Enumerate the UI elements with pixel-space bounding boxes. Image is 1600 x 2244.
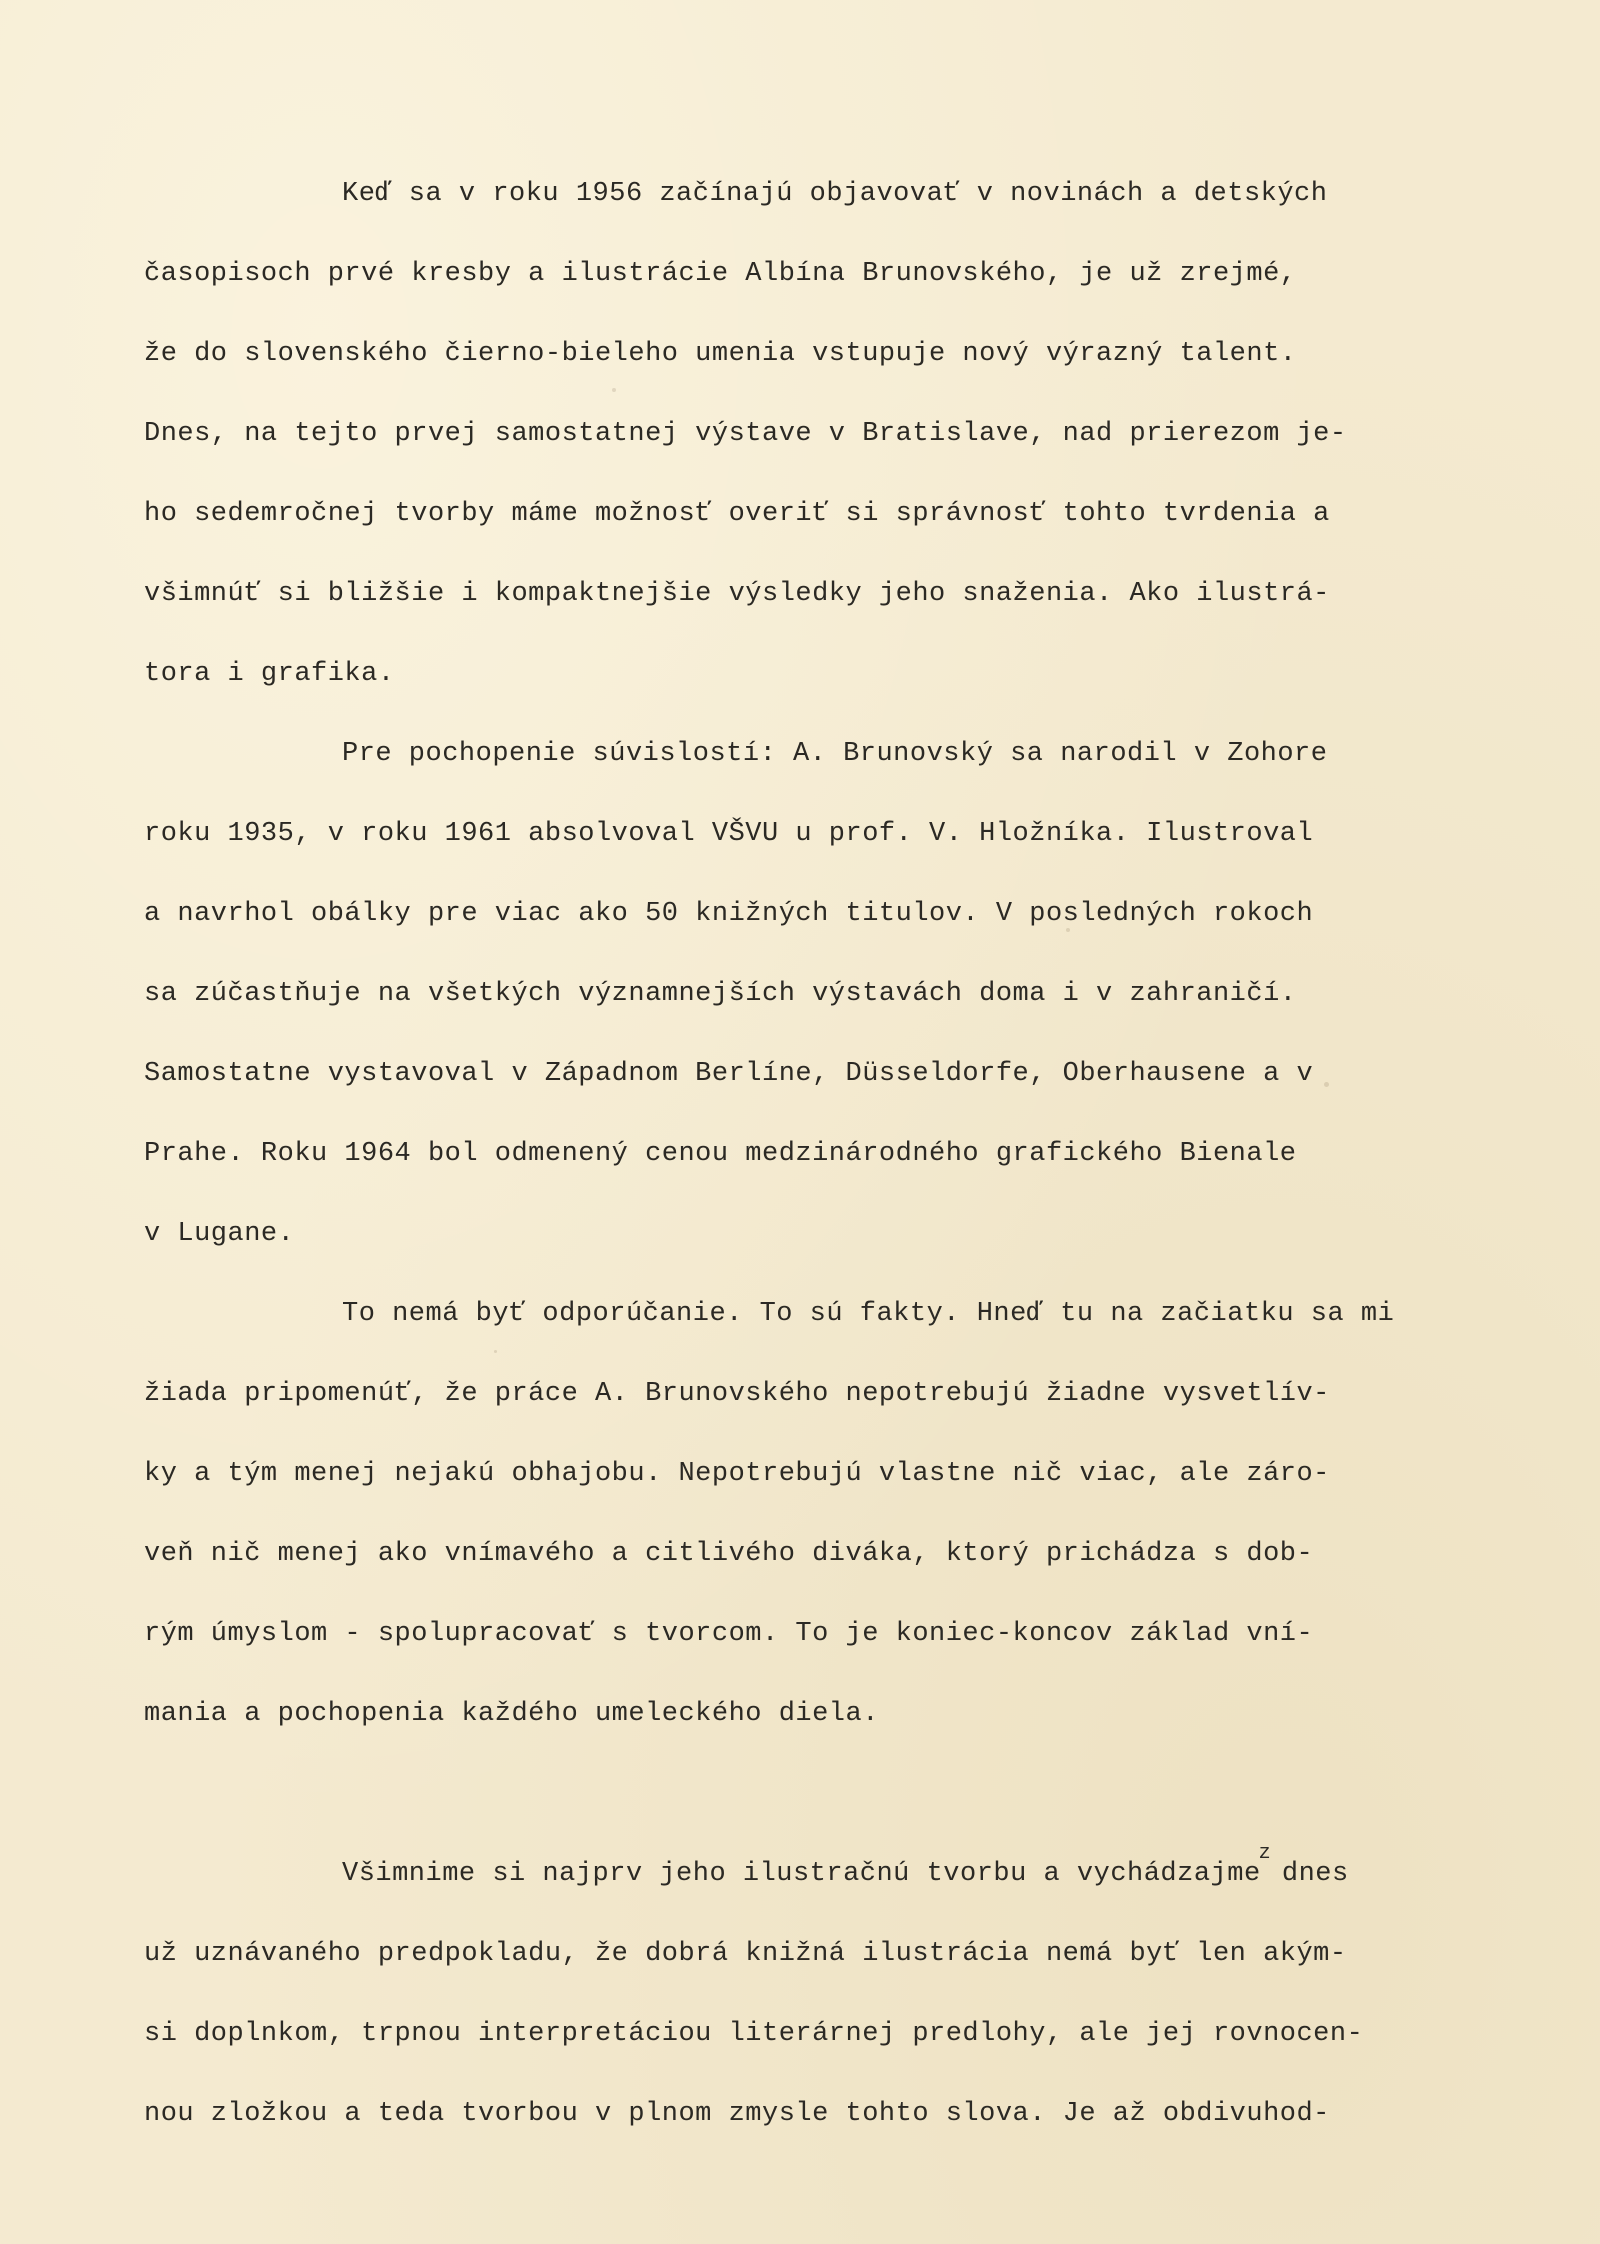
- paragraph-2: [144, 714, 1584, 1274]
- text-line: ky a tým menej nejakú obhajobu. Nepotrebujú vlastne nič viac, ale záro-: [144, 1459, 1330, 1489]
- text-line: sa zúčastňuje na všetkých významnejších výstavách doma i v zahraničí.: [144, 979, 1297, 1009]
- text-line: že do slovenského čierno-bieleho umenia vstupuje nový výrazný talent.: [144, 339, 1297, 369]
- text-line: ho sedemročnej tvorby máme možnosť overiť si správnosť tohto tvrdenia a: [144, 499, 1330, 529]
- text-line: si doplnkom, trpnou interpretáciou literárnej predlohy, ale jej rovnocen-: [144, 2019, 1364, 2049]
- text-line: [144, 1834, 1584, 1914]
- text-fragment: Všimnime si najprv jeho ilustračnú tvorbu a vychádzajme: [342, 1859, 1261, 1889]
- paragraph-3: [144, 1274, 1584, 1754]
- text-line: Pre pochopenie súvislostí: A. Brunovský sa narodil v Zohore: [342, 739, 1328, 769]
- text-line: Samostatne vystavoval v Západnom Berlíne, Düsseldorfe, Oberhausene a v: [144, 1059, 1314, 1089]
- text-line: všimnúť si bližšie i kompaktnejšie výsledky jeho snaženia. Ako ilustrá-: [144, 579, 1330, 609]
- paragraph-1: [144, 154, 1584, 714]
- text-line: žiada pripomenúť, že práce A. Brunovského nepotrebujú žiadne vysvetlív-: [144, 1379, 1330, 1409]
- text-line: a navrhol obálky pre viac ako 50 knižných titulov. V posledných rokoch: [144, 899, 1314, 929]
- text-line: nou zložkou a teda tvorbou v plnom zmysle tohto slova. Je až obdivuhod-: [144, 2099, 1330, 2129]
- text-fragment: dnes: [1265, 1859, 1349, 1889]
- paragraph-spacer: [144, 1754, 1584, 1834]
- text-line: už uznávaného predpokladu, že dobrá knižná ilustrácia nemá byť len akým-: [144, 1939, 1347, 1969]
- text-line: Dnes, na tejto prvej samostatnej výstave v Bratislave, nad prierezom je-: [144, 419, 1347, 449]
- paragraph-4: [144, 1834, 1584, 2154]
- text-line: tora i grafika.: [144, 659, 395, 689]
- text-line: časopisoch prvé kresby a ilustrácie Albína Brunovského, je už zrejmé,: [144, 259, 1297, 289]
- text-line: To nemá byť odporúčanie. To sú fakty. Hneď tu na začiatku sa mi: [342, 1299, 1395, 1329]
- superscript-correction: z: [1258, 1842, 1272, 1865]
- text-line: mania a pochopenia každého umeleckého diela.: [144, 1699, 879, 1729]
- document-body: [144, 154, 1584, 2154]
- text-line: veň nič menej ako vnímavého a citlivého diváka, ktorý prichádza s dob-: [144, 1539, 1314, 1569]
- text-line: Keď sa v roku 1956 začínajú objavovať v novinách a detských: [342, 179, 1328, 209]
- text-line: roku 1935, v roku 1961 absolvoval VŠVU u prof. V. Hložníka. Ilustroval: [144, 819, 1314, 849]
- text-line: v Lugane.: [144, 1219, 295, 1249]
- text-line: rým úmyslom - spolupracovať s tvorcom. To je koniec-koncov základ vní-: [144, 1619, 1314, 1649]
- text-line: Prahe. Roku 1964 bol odmenený cenou medzinárodného grafického Bienale: [144, 1139, 1297, 1169]
